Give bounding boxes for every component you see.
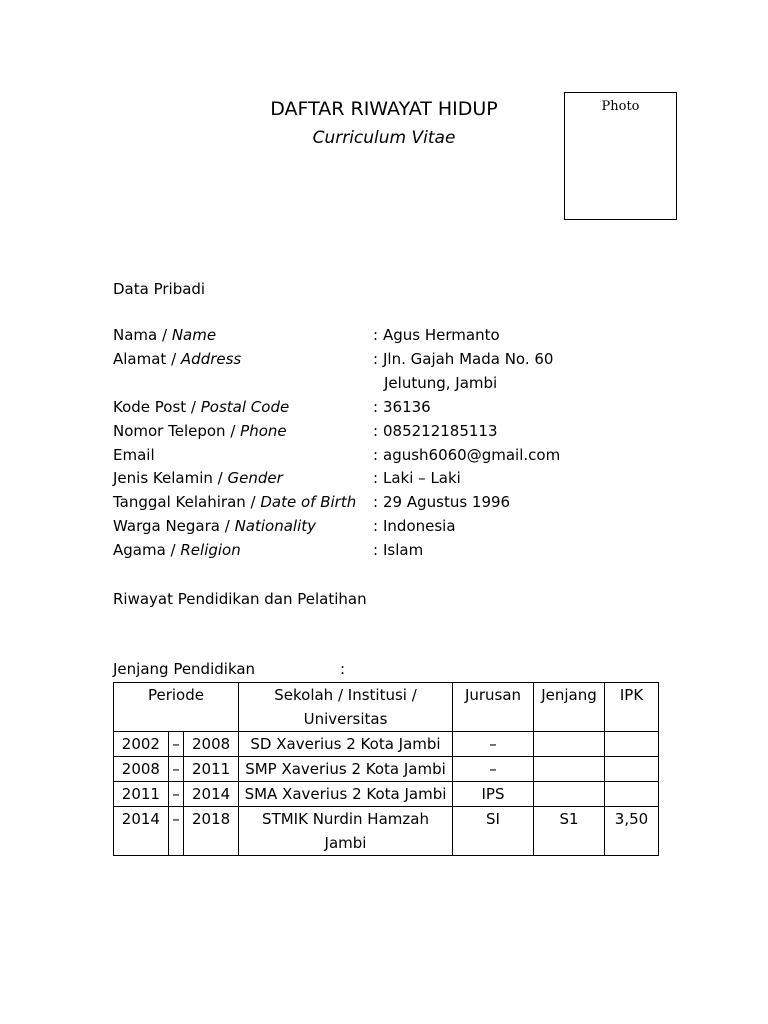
photo-label: Photo	[601, 99, 640, 114]
field-row-address: Alamat / Address : Jln. Gajah Mada No. 60 Jelutung, Jambi	[113, 347, 673, 371]
education-heading: Riwayat Pendidikan dan Pelatihan	[113, 590, 367, 608]
column-header-gpa: IPK	[605, 683, 659, 732]
field-row-postal-code: Kode Post / Postal Code : 36136	[113, 395, 673, 419]
education-level-label-row: Jenjang Pendidikan :	[113, 660, 346, 678]
field-value-date-of-birth: 29 Agustus 1996	[383, 493, 511, 511]
column-header-level: Jenjang	[534, 683, 605, 732]
column-header-major: Jurusan	[453, 683, 534, 732]
field-row-religion: Agama / Religion : Islam	[113, 538, 673, 562]
table-row: 2008 – 2011 SMP Xaverius 2 Kota Jambi –	[114, 757, 659, 782]
field-value-address: Jln. Gajah Mada No. 60	[383, 350, 554, 368]
table-row: 2014 – 2018 STMIK Nurdin Hamzah Jambi SI S1 3,50	[114, 807, 659, 856]
field-row-phone: Nomor Telepon / Phone : 085212185113	[113, 419, 673, 443]
table-row: 2002 – 2008 SD Xaverius 2 Kota Jambi –	[114, 732, 659, 757]
field-row-date-of-birth: Tanggal Kelahiran / Date of Birth : 29 Agustus 1996	[113, 490, 673, 514]
field-label: Kode Post / Postal Code	[113, 398, 290, 416]
field-row-gender: Jenis Kelamin / Gender : Laki – Laki	[113, 466, 673, 490]
field-value-religion: Islam	[383, 541, 424, 559]
field-label: Warga Negara / Nationality	[113, 517, 316, 535]
table-row: 2011 – 2014 SMA Xaverius 2 Kota Jambi IPS	[114, 782, 659, 807]
document-subtitle: Curriculum Vitae	[312, 128, 456, 148]
field-row-name: Nama / Name : Agus Hermanto	[113, 323, 673, 347]
field-label: Alamat / Address	[113, 350, 242, 368]
education-table	[113, 682, 659, 856]
field-label: Nama / Name	[113, 326, 217, 344]
field-row-nationality: Warga Negara / Nationality : Indonesia	[113, 514, 673, 538]
field-label: Tanggal Kelahiran / Date of Birth	[113, 493, 357, 511]
field-value-nationality: Indonesia	[383, 517, 456, 535]
field-value-name: Agus Hermanto	[383, 326, 500, 344]
field-value-gender: Laki – Laki	[383, 469, 461, 487]
document-title: DAFTAR RIWAYAT HIDUP	[270, 98, 498, 120]
photo-placeholder	[564, 92, 677, 220]
education-level-label: Jenjang Pendidikan	[113, 660, 256, 678]
field-value-address-line2: Jelutung, Jambi	[384, 374, 498, 392]
field-label: Nomor Telepon / Phone	[113, 422, 287, 440]
field-label: Jenis Kelamin / Gender	[113, 469, 283, 487]
column-header-school: Sekolah / Institusi / Universitas	[239, 683, 453, 732]
personal-data-heading: Data Pribadi	[113, 280, 206, 298]
field-value-postal-code: 36136	[383, 398, 431, 416]
field-value-email: agush6060@gmail.com	[383, 446, 561, 464]
field-label: Agama / Religion	[113, 541, 241, 559]
field-row-email: Email : agush6060@gmail.com	[113, 443, 673, 467]
column-header-periode: Periode	[114, 683, 239, 732]
table-header-row	[114, 683, 659, 732]
field-value-phone: 085212185113	[383, 422, 498, 440]
field-label: Email	[113, 446, 155, 464]
